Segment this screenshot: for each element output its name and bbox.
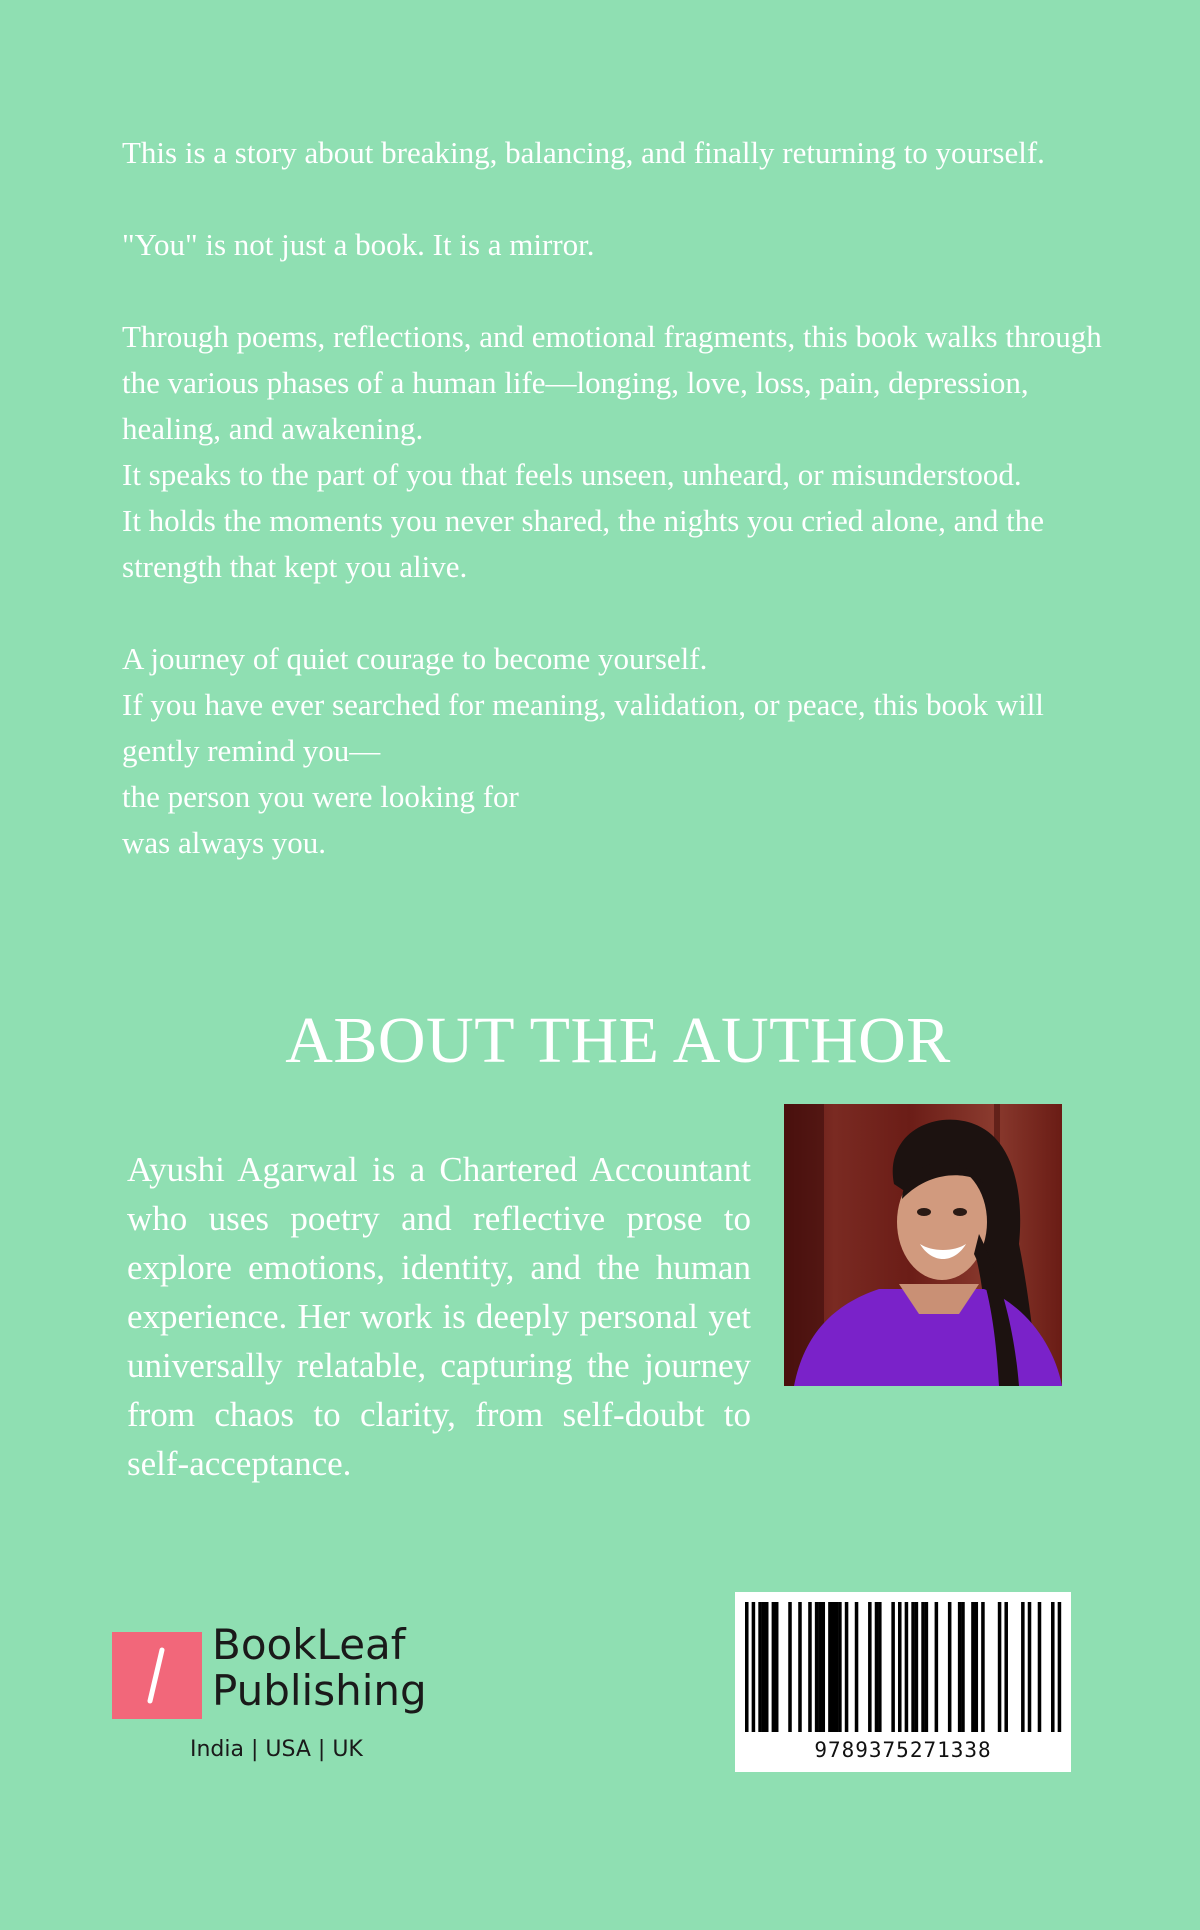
author-photo (784, 1104, 1062, 1386)
barcode-bar (921, 1602, 925, 1732)
blurb-line: was always you. (122, 825, 327, 860)
book-blurb (122, 130, 1102, 866)
barcode-bar (808, 1602, 812, 1732)
barcode-bar (915, 1602, 919, 1732)
barcode-bar (868, 1602, 872, 1732)
barcode-bar (815, 1602, 819, 1732)
publisher-name-line: BookLeaf (212, 1620, 406, 1669)
barcode-bar (911, 1602, 915, 1732)
barcode-bar (875, 1602, 879, 1732)
barcode-bar (891, 1602, 895, 1732)
blurb-line: It holds the moments you never shared, the nights you cried alone, and the strength that kept you alive. (122, 503, 1045, 584)
barcode-bar (762, 1602, 766, 1732)
barcode-bar (845, 1602, 849, 1732)
barcode-bar (855, 1602, 859, 1732)
barcode-bar (828, 1602, 832, 1732)
barcode-bar (835, 1602, 839, 1732)
barcode-bar (772, 1602, 776, 1732)
blurb-line: the person you were looking for (122, 779, 519, 814)
barcode-bar (758, 1602, 762, 1732)
barcode-bar (1058, 1602, 1062, 1732)
barcode-bar (765, 1602, 769, 1732)
barcode-bar (975, 1602, 979, 1732)
blurb-paragraph: Through poems, reflections, and emotional fragments, this book walks through the various phases of a human life—longing, love, loss, pain, depression, healing, and awakening. (122, 319, 1102, 446)
barcode-bar (981, 1602, 985, 1732)
isbn-barcode (735, 1592, 1071, 1772)
blurb-line: A journey of quiet courage to become yourself. (122, 641, 708, 676)
publisher-name (212, 1622, 472, 1714)
barcode-bar (818, 1602, 822, 1732)
publisher-name-line: Publishing (212, 1666, 427, 1715)
barcode-bar (775, 1602, 779, 1732)
about-author-heading: ABOUT THE AUTHOR (285, 1004, 951, 1077)
barcode-bar (752, 1602, 756, 1732)
barcode-bar (898, 1602, 902, 1732)
barcode-bar (971, 1602, 975, 1732)
isbn-number: 9789375271338 (814, 1738, 992, 1762)
publisher-regions: India | USA | UK (190, 1737, 363, 1762)
barcode-bar (831, 1602, 835, 1732)
barcode-bar (838, 1602, 842, 1732)
barcode-bar (948, 1602, 952, 1732)
blurb-paragraph: "You" is not just a book. It is a mirror. (122, 227, 595, 262)
barcode-bar (1004, 1602, 1008, 1732)
barcode-bar (905, 1602, 909, 1732)
barcode-bar (1021, 1602, 1025, 1732)
publisher-logo-mark (112, 1632, 202, 1719)
barcode-bar (745, 1602, 749, 1732)
blurb-paragraph: This is a story about breaking, balancing, and finally returning to yourself. (122, 135, 1045, 170)
barcode-bar (925, 1602, 929, 1732)
blurb-line: It speaks to the part of you that feels unseen, unheard, or misunderstood. (122, 457, 1022, 492)
barcode-bar (961, 1602, 965, 1732)
barcode-bar (935, 1602, 939, 1732)
barcode-bar (822, 1602, 826, 1732)
barcode-bar (878, 1602, 882, 1732)
author-bio: Ayushi Agarwal is a Chartered Accountant who uses poetry and reflective prose to explore emotions, identity, and the human experience. Her work is deeply personal yet universally relatable, capturing the journey from chaos to clarity, from self-doubt to self-acceptance. (127, 1150, 751, 1483)
barcode-bar (1028, 1602, 1032, 1732)
barcode-bar (998, 1602, 1002, 1732)
barcode-bar (1051, 1602, 1055, 1732)
blurb-line: If you have ever searched for meaning, validation, or peace, this book will gently remind you— (122, 687, 1044, 768)
barcode-bar (798, 1602, 802, 1732)
barcode-bar (1038, 1602, 1042, 1732)
barcode-bar (788, 1602, 792, 1732)
barcode-bar (958, 1602, 962, 1732)
